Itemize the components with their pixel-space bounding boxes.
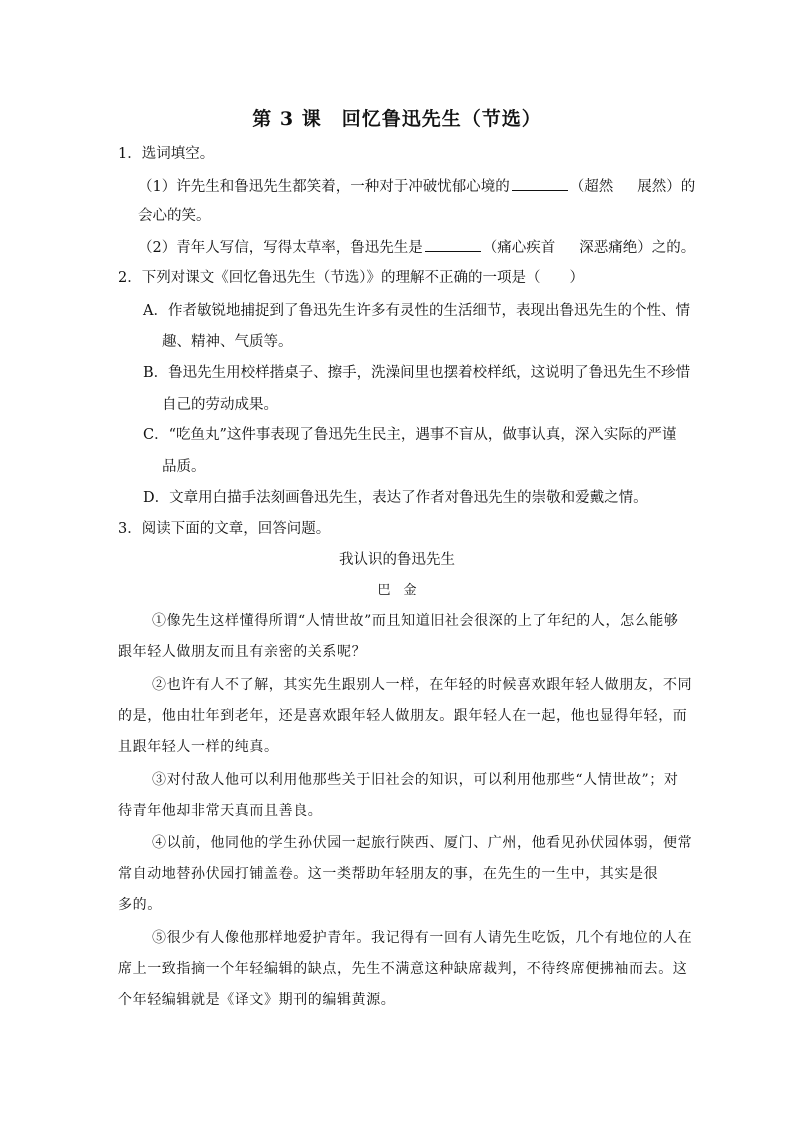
article-title: 我认识的鲁迅先生 [339,552,455,568]
option-d-line-1: D．文章用白描手法刻画鲁迅先生，表达了作者对鲁迅先生的崇敬和爱戴之情。 [143,490,648,506]
paragraph-2-line-3: 且跟年轻人一样的纯真。 [118,739,279,755]
q1-s1-option-1: （超然 [569,179,614,195]
paragraph-4-line-2: 常自动地替孙伏园打铺盖卷。这一类帮助年轻朋友的事，在先生的一生中，其实是很 [118,866,659,882]
question-1-sentence-1-cont: 会心的笑。 [138,208,211,224]
paragraph-4-line-3: 多的。 [118,897,162,913]
option-b-line-1: B．鲁迅先生用校样揩桌子、擦手，洗澡间里也摆着校样纸，这说明了鲁迅先生不珍惜 [143,365,691,381]
question-2-stem: 2．下列对课文《回忆鲁迅先生（节选）》的理解不正确的一项是（ ） [118,270,584,286]
paragraph-5-line-3: 个年轻编辑就是《译文》期刊的编辑黄源。 [118,992,396,1008]
paragraph-5-line-2: 席上一致指摘一个年轻编辑的缺点，先生不满意这种缺席裁判，不待终席便拂袖而去。这 [118,961,688,977]
question-3-stem: 3．阅读下面的文章，回答问题。 [118,521,331,537]
question-1-sentence-2 [138,237,695,258]
article-author: 巴 金 [377,583,417,598]
paragraph-3-line-1: ③对付敌人他可以利用他那些关于旧社会的知识，可以利用他那些“人情世故”；对 [152,772,679,788]
q1-s2-option-2: 深恶痛绝）之的。 [579,240,696,256]
paragraph-5-line-1: ⑤很少有人像他那样地爱护青年。我记得有一回有人请先生吃饭，几个有地位的人在 [152,930,693,946]
question-1-sentence-1 [138,176,695,197]
q1-s1-option-2: 展然）的 [637,179,696,195]
option-b-line-2: 自己的劳动成果。 [162,397,278,413]
q1-s2-option-1: （痛心疾首 [482,240,556,256]
paragraph-4-line-1: ④以前，他同他的学生孙伏园一起旅行陕西、厦门、广州，他看见孙伏园体弱，便常 [152,835,693,851]
paragraph-1-line-2: 跟年轻人做朋友而且有亲密的关系呢？ [118,644,367,660]
page-title: 第 3 课 回忆鲁迅先生（节选） [252,108,542,130]
question-1-stem: 1．选词填空。 [118,146,215,162]
paragraph-3-line-2: 待青年他却非常天真而且善良。 [118,803,323,819]
paragraph-1-line-1: ①像先生这样懂得所谓“人情世故”而且知道旧社会很深的上了年纪的人，怎么能够 [152,613,679,629]
option-c-line-1: C．“吃鱼丸”这件事表现了鲁迅先生民主，遇事不盲从，做事认真，深入实际的严谨 [143,427,677,443]
q1-blank-2[interactable] [425,237,481,252]
q1-s1-prefix: （1）许先生和鲁迅先生都笑着，一种对于冲破忧郁心境的 [138,179,510,195]
option-a-line-2: 趣、精神、气质等。 [162,334,293,350]
q1-blank-1[interactable] [512,176,568,191]
q1-s2-prefix: （2）青年人写信，写得太草率，鲁迅先生是 [138,240,423,256]
paragraph-2-line-1: ②也许有人不了解，其实先生跟别人一样，在年轻的时候喜欢跟年轻人做朋友，不同 [152,677,693,693]
option-c-line-2: 品质。 [162,459,206,475]
paragraph-2-line-2: 的是，他由壮年到老年，还是喜欢跟年轻人做朋友。跟年轻人在一起，他也显得年轻，而 [118,708,688,724]
option-a-line-1: A．作者敏锐地捕捉到了鲁迅先生许多有灵性的生活细节，表现出鲁迅先生的个性、情 [143,303,690,319]
